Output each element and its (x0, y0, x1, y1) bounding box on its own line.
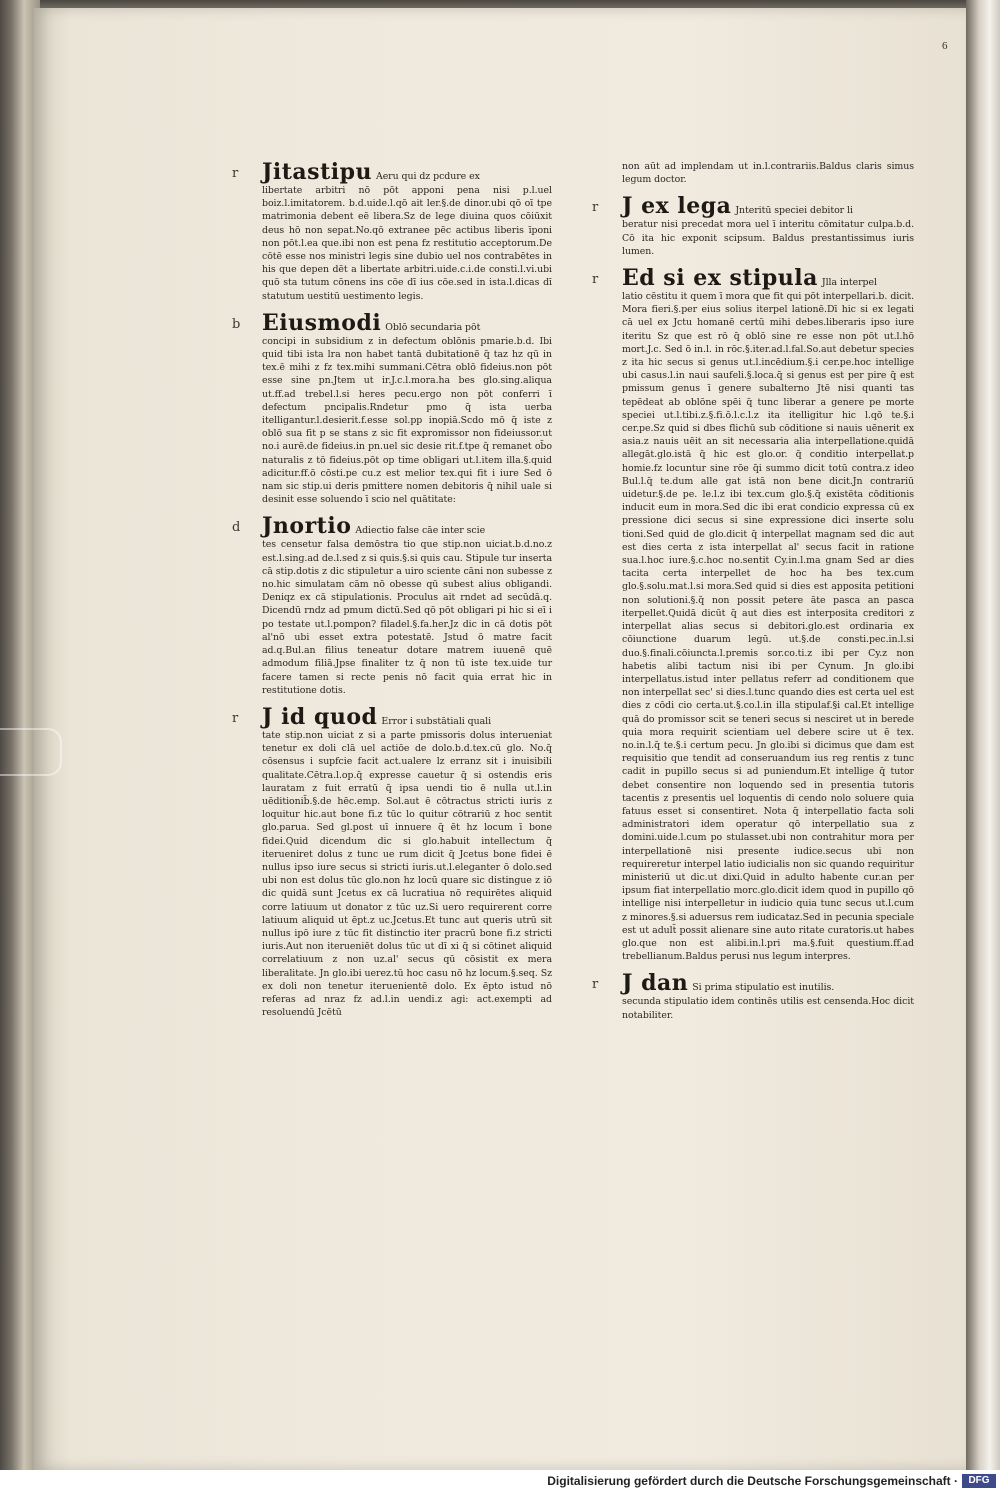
text-line: admodum filiā.Jpse finaliter tz q̄ non tū iste tex.uide (262, 658, 532, 670)
text-entry (232, 309, 553, 507)
text-line: tes censetur falsa demōstra (262, 539, 399, 551)
text-line: libertate arbitri nō pōt (262, 185, 399, 196)
text-line: deris pmittere nomen debitoris q̄ nihil uale si desinit (262, 481, 552, 506)
text-line: restitutione dotis. (262, 684, 346, 696)
text-line: ibi per Cynum. Jn glo.ibi interpellatus.istud inter (622, 660, 914, 685)
text-line: ut.l.cum z minores.§.si aduersus rem iudicataz.Sed (622, 898, 914, 923)
text-line: qō intellige nisi interpelletur in iudicio quia tunc secus (622, 885, 914, 910)
text-line: beratur nisi precedat mora (622, 219, 752, 231)
text-line: iteruenientē dolo. Ex ēpto istud nō referas ad nraz (262, 980, 552, 1005)
text-line: tate stip.non uiciat z (262, 729, 364, 741)
text-line: secus si genus ut.l.incēdium.§.i cer.pe.hoc intellige ubi (622, 357, 914, 382)
text-line: rum dicit q̄ Jcetus bone fidei ē nullus ipso iure secus si (262, 848, 552, 873)
paragraph (622, 160, 914, 186)
text-line: tio que stip.non uiciat.b.d.no.z est.l.sing.ad (262, 539, 552, 564)
left-text-column (232, 159, 553, 1027)
text-line: hoc casu nō hz locum.§.seq. Sz ex doli non tenetur (262, 967, 552, 992)
text-line: dī statutum uestitū uestimento legis. (262, 277, 553, 302)
text-line: le.l.z ibi tex.cum glo.§.q̄ existēta cōditionis inducit (622, 489, 915, 514)
text-line: q̄ conditio interpellat.p homie.fz locuntur sine rōe q̄i (622, 449, 914, 474)
text-line: cio certa.ut.§.co.l.in illa stipulaf.§i cal.Et intellige quā (622, 700, 914, 725)
text-line: sor.co.ti.z ibi per Cy.z non habetis alibi tactum nisi (622, 647, 914, 672)
lead-text: Error i substātiali quali (381, 715, 492, 727)
text-line: morte speciei ut.l.tibi.z.§.fi.ō.l.c.l.z ita itelligitur hic (622, 396, 914, 421)
text-line: tutum cōnens ins cōe dī ius cōe.sed in ista.l.dicas (301, 277, 540, 289)
text-line: uel ī interitu cōmitatur culpa.b.d. Cō ita (622, 219, 915, 244)
text-line: dēt a libertate arbitri.uide.c.i.de consti.l.vi.ubi quō sta (262, 264, 552, 289)
text-line: bone fi.z stricti iuris.Aut non iterueniēt dolus tūc ut dī (262, 927, 553, 953)
text-line: mihi debes.liberaris ipso iure iteritu Sz que est rō q̄ (622, 317, 915, 342)
text-line: intellige q̄ tutor debet consentire non loquendo sed in (622, 766, 914, 791)
text-entry (232, 159, 553, 303)
section-heading: Ed si ex stipula (622, 265, 818, 292)
margin-marker: r (592, 977, 599, 993)
text-line: concipi in subsidium z (262, 335, 374, 347)
lead-text: Adiectio false cāe inter scie (355, 525, 486, 537)
text-line: innuere q̄ ēt hz locum ī bone fidei.Quid dicendum dic (262, 822, 552, 847)
text-line: cōtractus stricti iuris z loquitur hic.aut bone fi.z tūc lo (262, 795, 552, 821)
paragraph (262, 160, 552, 303)
text-line: eum in mora.Sed dic ibi erat condicio expressa cū ex (658, 502, 914, 514)
margin-marker: r (232, 166, 239, 181)
text-line: mō q̄ iste z oblō sua fit p se stans z sic fit expromissor (262, 415, 552, 440)
text-line: sed dic aut est dies certa z ista interpellat al' secus facit (622, 528, 914, 553)
text-entry (592, 970, 914, 1021)
text-line: time obligari ut.l.item illa.§.quid adicitur.ff.ō cōsti.pe (262, 454, 552, 479)
text-line: tas tepēdeat ab oblōne spēi q̄ tunc liberar a genere pe (622, 383, 915, 408)
text-line: nus legum interpres. (752, 951, 851, 963)
text-line: latio cēstitu (622, 291, 678, 303)
text-line: stulasset.ubi non contrahitur mora per interpellationē (622, 832, 914, 857)
section-heading: J id quod (262, 703, 378, 730)
text-line: in ratione sua.l.hoc iure.§.c.hoc no.sentit Cy.in.l.ma (622, 541, 914, 567)
book-right-edge (966, 0, 1000, 1470)
text-line: dic.ut dixi.Quid in adulto habente cur.an per ipsum (622, 871, 914, 897)
text-line: q̄ si ostendis eris lauratam z fuit erratū q̄ ipsa uendi (262, 769, 552, 794)
text-line: ad pmum dictū.Sed qō pōt obligari pi hic si eī i po (262, 605, 552, 630)
text-line: presentia tutoris tacentis z presentis uel loquentis di (622, 779, 914, 804)
lead-text: Oblō secundaria pōt (385, 321, 481, 333)
text-line: est pmissum genus ī genere subalterno Jtē nisi quanti (622, 370, 914, 395)
margin-marker: b (232, 316, 241, 332)
text-line: gat istā non bene dicit.Jn contrariū uidetur.§.de pe. (622, 475, 915, 501)
paragraph (622, 266, 914, 963)
dfg-logo: DFG (962, 1474, 996, 1488)
text-line: dicit. Mora fieri.§.per eius solius iterpel (622, 291, 915, 316)
right-text-column (592, 160, 915, 1030)
text-line: de.l.sed z si quis.§.si quis cau. Stipule (321, 552, 500, 564)
text-line: interpellatione.quidā allegāt.glo.istā q̄ hic est glo.or. (622, 436, 914, 461)
text-entry (232, 513, 553, 696)
section-heading: Jnortio (262, 513, 352, 540)
text-line: fiat interpellatio morc.glo.dicit idem quod in pupillo (653, 885, 900, 897)
text-line: cu.z est melior tex.qui fit i iure Sed ō nam sic stip.ui (262, 467, 552, 493)
text-entry (622, 160, 914, 186)
section-heading: J dan (622, 970, 689, 997)
text-line: quia mora requirit scientiam uel debere scire ut ē tex. (622, 726, 914, 738)
text-line: quitur cōtrariū z hoc sentit glo.parua. Sed gl.post uī (262, 809, 553, 834)
text-line: testate ut.l.pompon? filadel.§.fa.her.Jz dic in cā dotis (277, 618, 533, 630)
text-line: xi q̄ si cōtinet aliquid correlatiuum z non uz.al' secus (262, 941, 552, 966)
text-line: ma.§.fuit questium.ff.ad trebellianum.Baldus perusi (622, 937, 914, 963)
text-line: tio ē nulla ut.l.in uēditionib̄.§.de hēc.emp. Sol.aut ē (262, 782, 552, 807)
text-line: si nauis uēnerit ex asia.z nauis uēit an sit necessaria alia (622, 423, 915, 448)
text-line: qū cōsistit ex mera liberalitate. Jn glo.ibi uerez.tū (262, 954, 552, 979)
text-line: lationē.Dī hic si ex legati cā uel ex Jctu homanē certū (622, 304, 915, 329)
ribbon-loop (0, 728, 62, 776)
text-line: it quem ī mora que fit qui pōt interpellari.b. (680, 291, 888, 303)
text-line: sit i inuisibili qualitate.Cētra.l.op.q̄ expresse cauetur (262, 756, 552, 781)
text-line: nisi presente iudice.secus ubi non requireretur interpel (622, 845, 914, 870)
text-line: secunda stipulatio idem continēs (622, 996, 778, 1008)
text-line: non aūt ad implendam ut in.l.contrariis.Baldus claris (622, 161, 882, 172)
text-line: stricti iuris.ut.l.eleganter ō dolo.sed ubi non est dolus (262, 861, 552, 887)
text-line: hz qū in tex.ē mihi z fz tex.mihi summani.Cētra oblō (262, 349, 552, 374)
text-line: pressione dici secus si sine expressione dici inserte solu (622, 515, 914, 527)
text-line: apponi pena nisi p.l.uel boiz.l.imitatorem. (262, 185, 552, 210)
text-line: dam est requisitio que tendit ad conseruandum ius reg (622, 739, 914, 765)
margin-marker: r (232, 710, 239, 726)
section-heading: Eiusmodi (262, 309, 382, 336)
margin-marker: d (232, 520, 241, 536)
paragraph (622, 194, 914, 258)
text-line: no.in.l.q̄ te.§.i certum pecu. Jn glo.ibi si dicimus que (622, 739, 873, 751)
text-line: Proculus ait rndet ad secūdā.q. Dicendū rndz (262, 592, 553, 617)
text-line: pōt al'nō ubi esset extra potestatē. Jstud ō matre facit (262, 618, 553, 643)
text-line: fideius.non pōt esse sine pn.Jtem ut ir.J.c.l.mora.ha (262, 362, 552, 387)
footer-bar (0, 1470, 1000, 1492)
text-line: bes glo.sing.aliqua ut.ff.ad trebel.l.si heres pecu.ergo (262, 375, 552, 400)
text-line: utrū sit nullus ipō iure z tūc fit distinctio iter pracrū (262, 914, 552, 939)
text-line: tibi ista lra non habet tantā dubitationē q̄ taz (286, 349, 508, 361)
text-line: si dies.l.tunc quando dies est certa uel est dies z cōdi (622, 687, 915, 712)
footer-credit: Digitalisierung gefördert durch die Deutsche Forschungsgemeinschaft · (547, 1474, 958, 1488)
text-line: cāni non subesse z no.hic simulatam cām nō obesse qū (262, 565, 552, 591)
text-line: hic exponit scipsum. Baldus prestantissimus (660, 232, 886, 244)
text-line: fz restitutio acceptorum.De cōtē esse nos ministri (262, 237, 552, 263)
text-line: tūc glo.non hz locū quare sic distingue z iō dic quidā (262, 875, 552, 900)
text-line: tur inserta cā stip.dotis z dic stipuletur a uiro sciente (262, 552, 553, 577)
paragraph (262, 514, 552, 696)
lead-text: Jnteritū speciei debitor li (735, 205, 853, 217)
text-line: petere āte pasca an pasca iterpellet.Quidā dicūt q̄ aut (622, 594, 914, 619)
text-line: in defectum oblōnis pmarie.b.d. Ibi quid (262, 335, 553, 361)
text-line: bes tex.cum glo.§.solu.mat.l.si mora.Sed quid si (622, 568, 914, 593)
section-heading: J ex lega (622, 193, 732, 220)
text-line: non fideiussor.ut no.i aurē.de fideius.in pn.uel sic desie (262, 428, 552, 453)
text-entry (232, 703, 553, 1019)
text-line: tioni.Sed quid de glo.dicit q̄ interpellat magnam (622, 528, 856, 540)
text-line: fz ad.l.in uendi.z agi: act.exempti ad resoluendū Jcētū (262, 993, 552, 1019)
text-line: ex doli clā uel actiōe de dolo.b.d.tex.cū glo. (302, 743, 524, 755)
text-line: tpe matrimonia debent eē libera.Sz de lege diuina (262, 198, 552, 223)
text-line: in rōc.§.iter.ad.l.fal.So.aut debetur species z ita hic (622, 343, 914, 369)
text-line: in pecunia speciale est ut adult̄ possit alienare sine auto (622, 911, 914, 936)
text-line: latiuum ut donator z tūc uz.Si uero requirerent corre (291, 901, 552, 913)
margin-marker: r (592, 272, 599, 288)
section-heading: Jitastipu (262, 159, 372, 185)
lead-text: Si prima stipulatio est inutilis. (692, 982, 835, 994)
text-line: sunt Jcetus ex cā lucratiua nō requirētes aliquid corre (262, 888, 552, 913)
text-line: l.qō te.§.i cer.pe.Sz quid si dbes flichū sub cōditione (622, 409, 914, 435)
text-line: latio iudicialis non sic quando requiritur ministeriū ut (622, 858, 914, 883)
text-line: ad.q.Bul.an filius teneatur dotare matrem iuuenē quē (262, 645, 552, 657)
text-line: dies est interposita creditori z interpellat alias secus si (622, 607, 914, 633)
text-entry (592, 265, 915, 963)
text-line: si glo.habuit intellectum q̄ iterueniret dolus z tunc ue (262, 835, 552, 860)
text-line: utilis est censenda.Hoc dicit notabiliter. (622, 996, 914, 1021)
paragraph (262, 311, 552, 507)
text-line: casus.l.in naui saufeli.§.loca.q̄ si genus est per pire q̄ (640, 370, 897, 382)
text-line: oblō sine re esse non pōt ut.l.hō mort.J.c. Sed ō in.l. (622, 330, 914, 355)
text-line: debitori.glo.est ordinaria ex cōiunctione duarum legū. (622, 621, 914, 646)
text-line: iuris lumen. (622, 232, 914, 257)
text-line: operatur qō interpellatio sua z domini.uide.l.cum po (622, 819, 915, 844)
text-line: Nota q̄ interpellatio facta soli administratori idem (622, 805, 915, 831)
text-line: ritate curatoris.ut habes glo.que non est alibi.in.l.pri (622, 924, 914, 949)
text-line: pellatus referr ad conditionem que non interpellat sec' (622, 673, 914, 699)
text-line: simus legum doctor. (622, 161, 914, 186)
text-line: quos cōiūxit deus hō non sepat.No.qō extranee pēc (262, 211, 552, 236)
text-line: ut.§.de consti.pec.in.l.si duo.§.finali.cōiuncta.l.premis (622, 634, 914, 659)
text-line: tur facere tamen si recte penis nō facit quia errat hic in (262, 658, 552, 683)
text-line: actibus liberis īponi non pōt.l.ea que.ibi non est pena (262, 224, 553, 249)
paragraph (262, 705, 552, 1019)
text-line: uerba itelligantur.l.desierit.f.esse sol.pp inopiā.Scdo (262, 401, 552, 427)
margin-marker: r (592, 200, 599, 216)
text-line: No.q̄ cōsensus i supfcie facit act.ualere lz erranz (262, 743, 552, 768)
lead-text: Aeru qui dz pcdure ex (375, 171, 480, 182)
text-line: esse soluendo ī scio nel quātitate: (296, 494, 456, 506)
text-line: rit.f.tpe q̄ remanet ob̄o naturalis z tō fideius.pōt op (262, 441, 552, 466)
text-line: b.d.uide.l.qō ait ler.§.de dinor.ubi qō oī (348, 198, 534, 210)
text-line: summo dicit totū contra.z ideo Bul.l.q̄ te.dum alle (622, 462, 915, 487)
text-line: latiuum aliquid ut ēpt.z uc.Jcetus.Et tunc aut queris (262, 914, 513, 926)
paragraph (622, 971, 914, 1021)
text-line: do promissor scit se teneri secus si nesciret ut in berede (642, 713, 914, 725)
text-line: rentis z tunc cadit in pupillo secus si ad puniendum.Et (622, 753, 914, 778)
page-mark: 6 (942, 40, 948, 52)
text-line: non pōt conferri ī defectum pncipalis.Rndetur pmo q̄ ista (262, 388, 552, 413)
text-line: subest alius obligandi. Deniqz ex cā stipulationis. (262, 579, 552, 604)
text-line: dies est apposita petitioni non solutioni.§.q̄ non possit (622, 581, 914, 606)
text-line: si a parte pmissoris dolus interueniat tenetur (262, 729, 552, 755)
text-line: legis sine dubio uel nos contrabētes in his que depen (262, 251, 553, 276)
text-line: gnam Sed ar dies tacita certa interpellet de hoc ha (622, 555, 914, 580)
text-entry (592, 193, 915, 258)
lead-text: Jlla interpel (821, 277, 877, 289)
text-line: cendo nolo soluere quia fatuus esset si consentiret. (622, 792, 914, 817)
